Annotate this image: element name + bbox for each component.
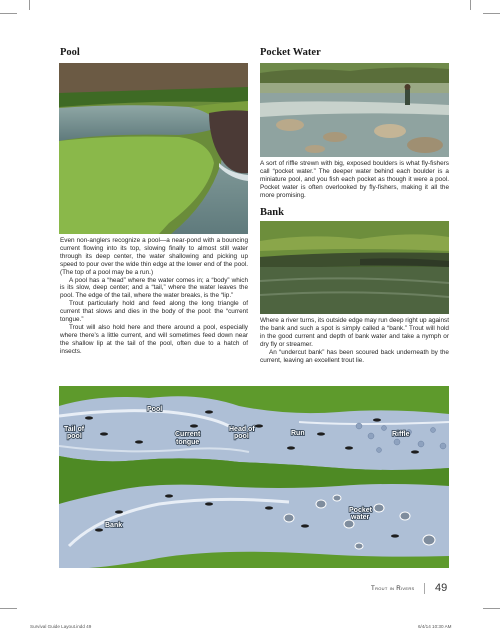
running-footer-section: Trout in Rivers [371,585,415,592]
diagram-label-run: Run [291,430,305,437]
diagram-label-current-tongue: tongue [176,439,200,446]
paragraph: Where a river turns, its outside edge may run deep right up against the bank and such a spot is simply called a “bank.” Trout will hold in the good current and depth of bank water and take a nymph or dry fly or streamer. [260,317,449,348]
paragraph: Even non-anglers recognize a pool—a near-pond with a bouncing current flowing into its top, slowing finally to almost still water through its deep center, the water shallowing and picking up speed to pour over the wide thin edge at the lower end of the pool. (The top of a pool may be a run.) [60,237,248,276]
pool-heading: Pool [60,47,80,58]
diagram-label-pool: Pool [147,406,163,413]
diagram-label-pocket-water: Pocket [349,507,372,514]
bank-photo [260,221,449,314]
diagram-label-tail: pool [67,433,82,440]
diagram-label-bank: Bank [105,522,123,529]
paragraph: An “undercut bank” has been scoured back underneath by the current, leaving an excellent trout lie. [260,348,449,364]
diagram-label-riffle: Riffle [392,431,410,438]
diagram-label-current-tongue: Current [175,431,201,438]
pocket-water-heading: Pocket Water [260,47,321,58]
slug-date: 6/4/14 10:30 AM [418,624,452,629]
footer-divider [424,583,425,594]
slug-file-info: Survival Guide Layout.indd 49 [30,624,92,629]
pocket-water-photo [260,63,449,157]
bank-text [260,317,449,364]
diagram-label-tail: Tail of [64,426,85,433]
pocket-water-text [260,160,449,200]
page-number: 49 [435,582,448,594]
paragraph: A sort of riffle strewn with big, exposed boulders is what fly-fishers call “pocket water.” The deeper water behind each boulder is a miniature pool, and you fish each pocket as though it were a pool. Pocket water is often overlooked by fly-fishers, making it all the more promising. [260,160,449,199]
diagram-label-head-of-pool: pool [234,433,249,440]
paragraph: Trout will also hold here and there around a pool, especially where there’s a little current, and will sometimes feed down near the shallow lip at the tail of the pool, often due to a hatch of insects. [60,323,248,355]
river-diagram [59,386,449,568]
paragraph: A pool has a “head” where the water comes in; a “body” which is its slow, deep center; and a “tail,” where the water leaves the pool. The edge of the tail, where the water breaks, is the “lip.” [60,276,248,300]
pool-text [60,237,248,356]
diagram-label-head-of-pool: Head of [229,426,255,433]
pool-photo [59,63,248,234]
diagram-label-pocket-water: water [351,514,370,521]
paragraph: Trout particularly hold and feed along the long triangle of current that slows and dies in the body of the pool: the “current tongue.” [60,300,248,324]
bank-heading: Bank [260,207,284,218]
